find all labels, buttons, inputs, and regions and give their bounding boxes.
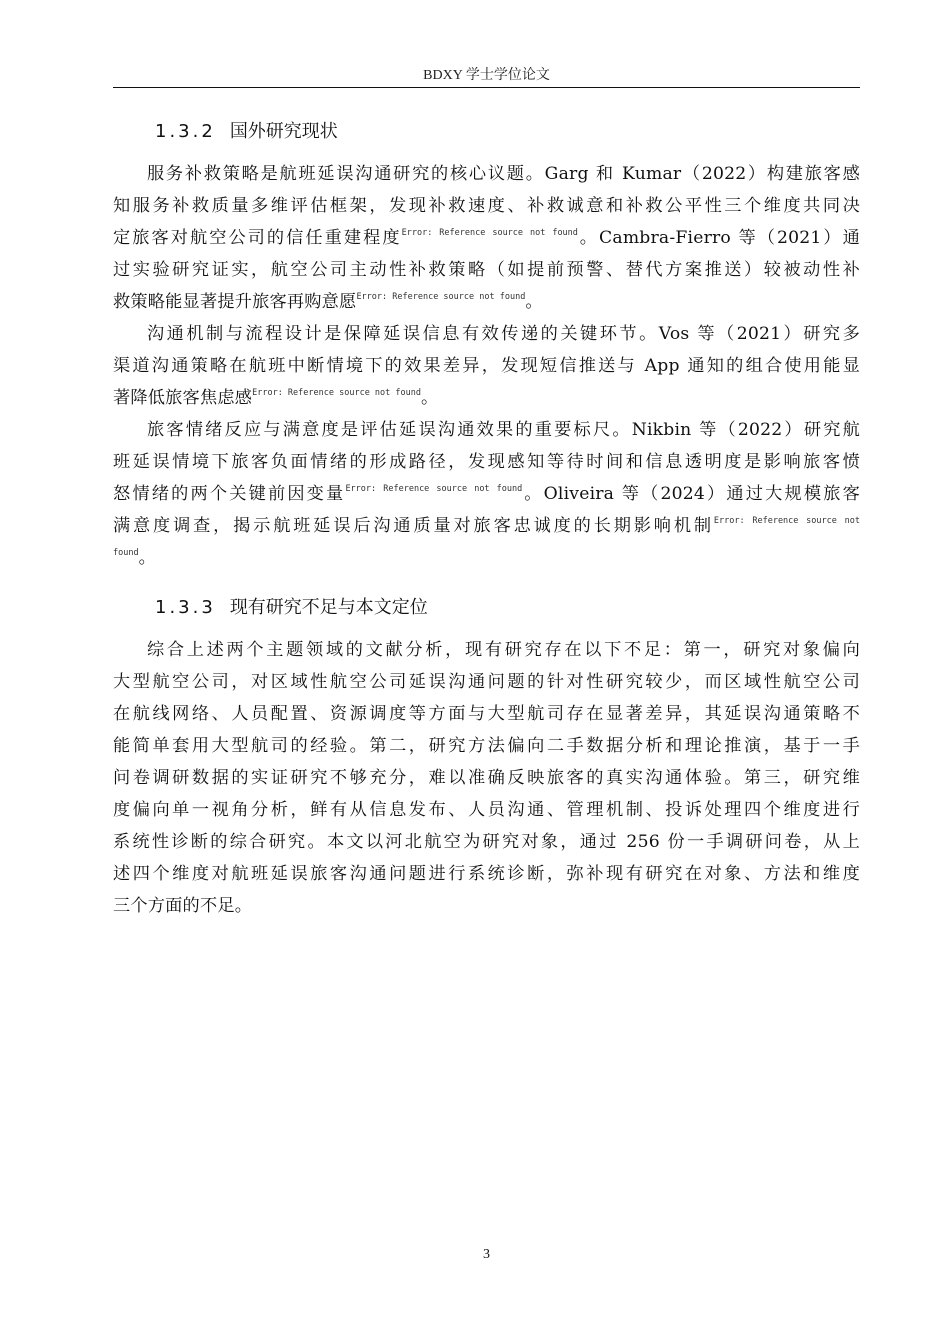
text-line: 知服务补救质量多维评估框架，发现补救速度、补救诚意和补救公平性三个维度共同决	[113, 196, 860, 216]
text-line	[113, 222, 860, 254]
text-line: 过实验研究证实，航空公司主动性补救策略（如提前预警、替代方案推送）较被动性补	[113, 260, 860, 280]
text-line	[113, 478, 860, 510]
text-line: 度偏向单一视角分析，鲜有从信息发布、人员沟通、管理机制、投诉处理四个维度进行	[113, 800, 860, 820]
text-line: 述四个维度对航班延误旅客沟通问题进行系统诊断，弥补现有研究在对象、方法和维度	[113, 864, 860, 884]
text-line: 大型航空公司，对区域性航空公司延误沟通问题的针对性研究较少，而区域性航空公司	[113, 672, 860, 692]
section-title: 国外研究现状	[229, 121, 338, 142]
text-line: 能简单套用大型航司的经验。第二，研究方法偏向二手数据分析和理论推演，基于一手	[113, 736, 860, 756]
text-segment: 。	[421, 388, 439, 408]
text-line	[113, 382, 860, 414]
text-line: 旅客情绪反应与满意度是评估延误沟通效果的重要标尺。Nikbin 等（2022）研究航	[147, 420, 860, 440]
running-header: BDXY 学士学位论文	[423, 68, 550, 83]
section-heading-1-3-3	[155, 596, 428, 620]
text-line	[113, 510, 860, 542]
text-segment: 。Cambra-Fierro 等（2021）通	[577, 228, 860, 248]
text-line: 问卷调研数据的实证研究不够充分，难以准确反映旅客的真实沟通体验。第三，研究维	[113, 768, 860, 788]
reference-error: Error: Reference source not	[713, 516, 860, 526]
text-line: 服务补救策略是航班延误沟通研究的核心议题。Garg 和 Kumar（2022）构建旅客感	[147, 164, 860, 184]
reference-error: Error: Reference source not found	[345, 484, 523, 494]
text-line	[113, 286, 860, 318]
reference-error: Error: Reference source not found	[252, 388, 421, 398]
text-segment: 著降低旅客焦虑感	[113, 388, 253, 408]
text-segment: 。	[138, 548, 156, 568]
text-segment: 救策略能显著提升旅客再购意愿	[113, 292, 357, 312]
text-segment: 定旅客对航空公司的信任重建程度	[113, 228, 402, 248]
section-heading-1-3-2	[155, 120, 338, 144]
text-line: 班延误情境下旅客负面情绪的形成路径，发现感知等待时间和信息透明度是影响旅客愤	[113, 452, 860, 472]
text-line	[113, 542, 860, 574]
text-line: 沟通机制与流程设计是保障延误信息有效传递的关键环节。Vos 等（2021）研究多	[147, 324, 860, 344]
text-line: 综合上述两个主题领域的文献分析，现有研究存在以下不足：第一，研究对象偏向	[147, 640, 860, 660]
page-number: 3	[483, 1247, 490, 1262]
text-line: 三个方面的不足。	[113, 896, 253, 916]
paragraph-research-gap	[113, 634, 860, 922]
reference-error: Error: Reference source not found	[356, 292, 526, 302]
section-title: 现有研究不足与本文定位	[229, 597, 428, 618]
text-line: 在航线网络、人员配置、资源调度等方面与大型航司存在显著差异，其延误沟通策略不	[113, 704, 860, 724]
text-line: 系统性诊断的综合研究。本文以河北航空为研究对象，通过 256 份一手调研问卷，从上	[113, 832, 860, 852]
section-number: 1.3.2	[155, 121, 216, 142]
reference-error: Error: Reference source not found	[401, 228, 578, 238]
reference-error: found	[113, 548, 139, 558]
section-number: 1.3.3	[155, 597, 216, 618]
paragraph-passenger-emotion	[113, 414, 860, 574]
text-segment: 满意度调查，揭示航班延误后沟通质量对旅客忠诚度的长期影响机制	[113, 516, 714, 536]
text-segment: 。Oliveira 等（2024）通过大规模旅客	[522, 484, 860, 504]
text-line: 渠道沟通策略在航班中断情境下的效果差异，发现短信推送与 App 通知的组合使用能显	[113, 356, 860, 376]
header-rule	[113, 87, 860, 88]
text-segment: 怒情绪的两个关键前因变量	[113, 484, 346, 504]
text-segment: 。	[525, 292, 543, 312]
paragraph-service-recovery	[113, 158, 860, 318]
paragraph-communication-mechanism	[113, 318, 860, 414]
